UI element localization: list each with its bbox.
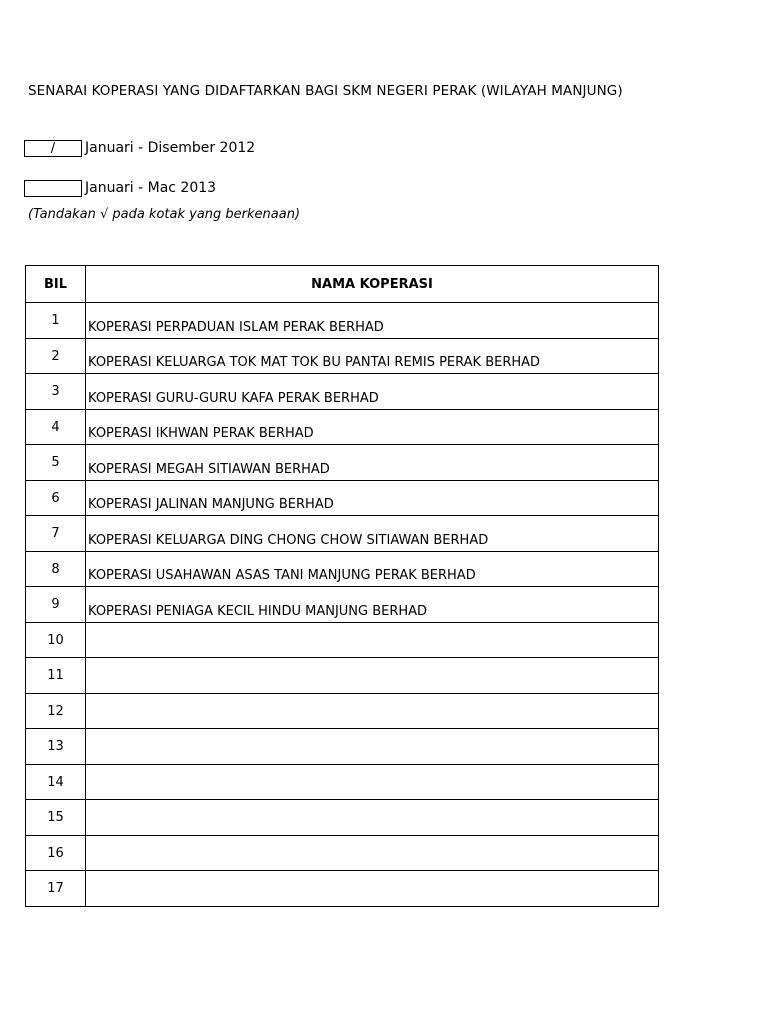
table-row bbox=[26, 587, 659, 623]
row-nama-koperasi bbox=[86, 764, 659, 800]
row-nama-koperasi: KOPERASI JALINAN MANJUNG BERHAD bbox=[86, 480, 659, 516]
cooperative-table bbox=[25, 265, 659, 907]
period-label-2012: Januari - Disember 2012 bbox=[85, 140, 256, 156]
table-row bbox=[26, 480, 659, 516]
row-bil: 11 bbox=[26, 658, 86, 694]
row-nama-koperasi: KOPERASI USAHAWAN ASAS TANI MANJUNG PERAK BERHAD bbox=[86, 551, 659, 587]
row-bil: 10 bbox=[26, 622, 86, 658]
row-bil: 7 bbox=[26, 516, 86, 552]
period-option-2012 bbox=[24, 138, 255, 158]
table-row bbox=[26, 658, 659, 694]
row-bil: 2 bbox=[26, 338, 86, 374]
row-nama-koperasi bbox=[86, 729, 659, 765]
header-nama-koperasi: NAMA KOPERASI bbox=[86, 266, 659, 303]
row-nama-koperasi: KOPERASI KELUARGA DING CHONG CHOW SITIAWAN BERHAD bbox=[86, 516, 659, 552]
table-row bbox=[26, 729, 659, 765]
row-nama-koperasi: KOPERASI GURU-GURU KAFA PERAK BERHAD bbox=[86, 374, 659, 410]
row-nama-koperasi bbox=[86, 871, 659, 907]
period-checkbox-2012[interactable]: / bbox=[24, 140, 82, 157]
header-bil: BIL bbox=[26, 266, 86, 303]
row-nama-koperasi bbox=[86, 622, 659, 658]
row-nama-koperasi bbox=[86, 693, 659, 729]
period-option-2013 bbox=[24, 178, 216, 198]
row-bil: 6 bbox=[26, 480, 86, 516]
document-title: SENARAI KOPERASI YANG DIDAFTARKAN BAGI SKM NEGERI PERAK (WILAYAH MANJUNG) bbox=[28, 83, 623, 99]
table-row bbox=[26, 338, 659, 374]
row-nama-koperasi bbox=[86, 658, 659, 694]
table-header-row bbox=[26, 266, 659, 303]
row-bil: 13 bbox=[26, 729, 86, 765]
table-row bbox=[26, 409, 659, 445]
instruction-note: (Tandakan √ pada kotak yang berkenaan) bbox=[28, 207, 301, 222]
table-row bbox=[26, 445, 659, 481]
table-row bbox=[26, 622, 659, 658]
table-row bbox=[26, 871, 659, 907]
table-row bbox=[26, 693, 659, 729]
row-nama-koperasi: KOPERASI MEGAH SITIAWAN BERHAD bbox=[86, 445, 659, 481]
row-bil: 3 bbox=[26, 374, 86, 410]
row-bil: 5 bbox=[26, 445, 86, 481]
table-row bbox=[26, 516, 659, 552]
table-body bbox=[26, 303, 659, 907]
period-label-2013: Januari - Mac 2013 bbox=[85, 180, 217, 196]
row-bil: 15 bbox=[26, 800, 86, 836]
row-nama-koperasi bbox=[86, 800, 659, 836]
table-row bbox=[26, 800, 659, 836]
row-nama-koperasi: KOPERASI PERPADUAN ISLAM PERAK BERHAD bbox=[86, 303, 659, 339]
row-nama-koperasi: KOPERASI PENIAGA KECIL HINDU MANJUNG BERHAD bbox=[86, 587, 659, 623]
row-bil: 9 bbox=[26, 587, 86, 623]
row-bil: 8 bbox=[26, 551, 86, 587]
row-bil: 14 bbox=[26, 764, 86, 800]
row-nama-koperasi bbox=[86, 835, 659, 871]
row-nama-koperasi: KOPERASI KELUARGA TOK MAT TOK BU PANTAI REMIS PERAK BERHAD bbox=[86, 338, 659, 374]
row-bil: 1 bbox=[26, 303, 86, 339]
table-row bbox=[26, 551, 659, 587]
row-bil: 12 bbox=[26, 693, 86, 729]
table-row bbox=[26, 303, 659, 339]
table-row bbox=[26, 835, 659, 871]
table-row bbox=[26, 374, 659, 410]
row-bil: 16 bbox=[26, 835, 86, 871]
row-nama-koperasi: KOPERASI IKHWAN PERAK BERHAD bbox=[86, 409, 659, 445]
period-checkbox-2013[interactable] bbox=[24, 180, 82, 197]
table-row bbox=[26, 764, 659, 800]
row-bil: 17 bbox=[26, 871, 86, 907]
row-bil: 4 bbox=[26, 409, 86, 445]
